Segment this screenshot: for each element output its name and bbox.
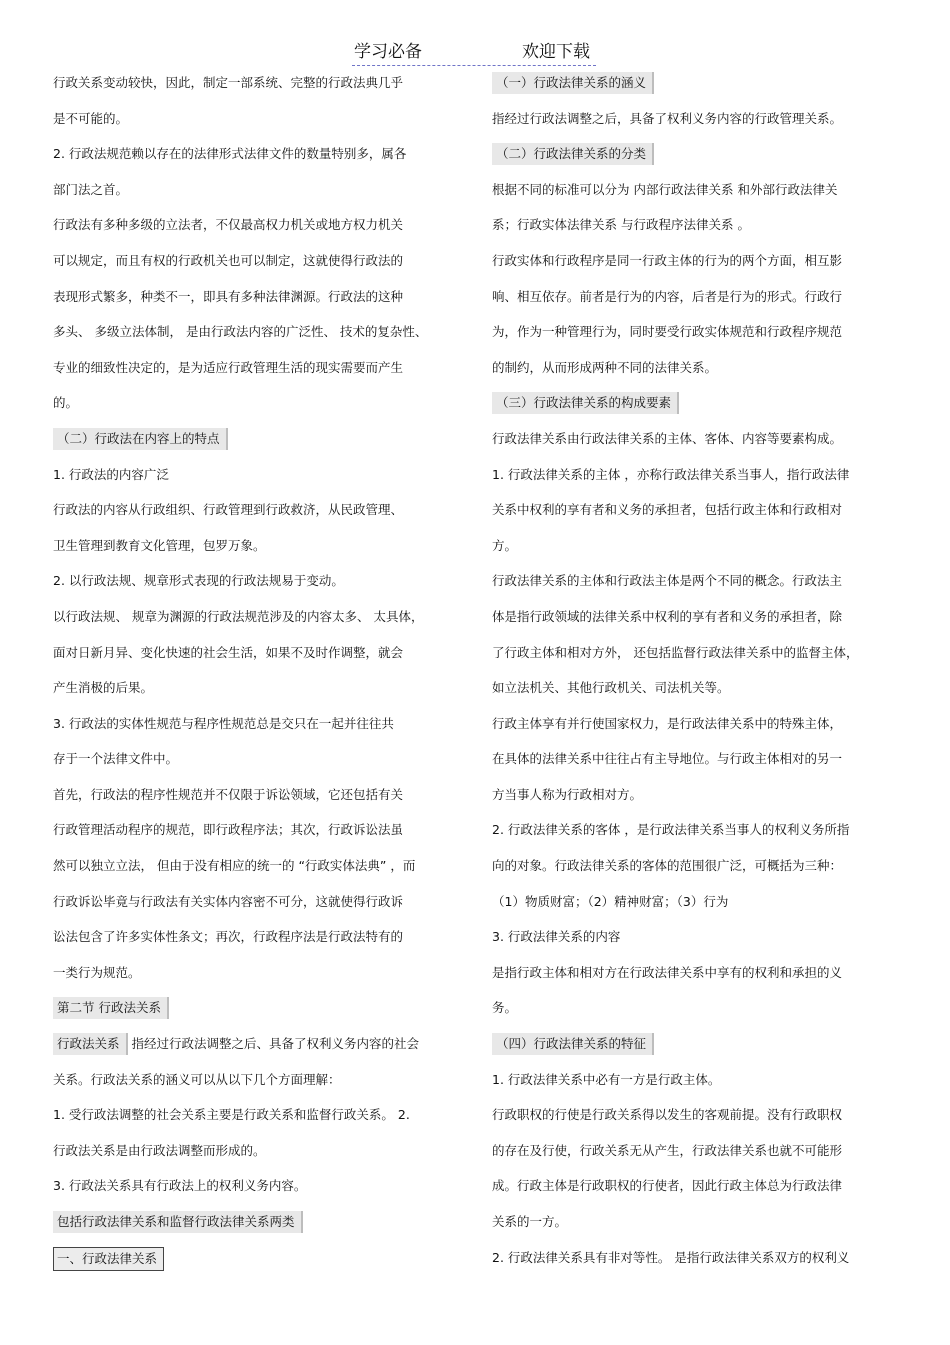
section-heading-label: 一、行政法律关系 bbox=[53, 1247, 164, 1271]
text-line: 方当事人称为行政相对方。 bbox=[492, 786, 643, 802]
section-heading bbox=[53, 428, 463, 464]
text-line: 根据不同的标准可以分为 内部行政法律关系 和外部行政法律关 bbox=[492, 181, 838, 197]
section-heading bbox=[492, 392, 882, 428]
text-line: 行政诉讼毕竟与行政法有关实体内容密不可分，这就使得行政诉 bbox=[53, 893, 404, 909]
text-line: 指经过行政法调整之后，具备了权利义务内容的行政管理关系。 bbox=[492, 110, 843, 126]
text-line: 体是指行政领域的法律关系中权利的享有者和义务的承担者，除 bbox=[492, 608, 843, 624]
text-line: 存于一个法律文件中。 bbox=[53, 751, 179, 767]
right-column bbox=[492, 72, 882, 1282]
text-line: 关系。行政法关系的涵义可以从以下几个方面理解： bbox=[53, 1071, 341, 1087]
text-line: （1）物质财富；（2）精神财富；（3）行为 bbox=[492, 893, 729, 909]
text-line: 多头、 多级立法体制， 是由行政法内容的广泛性、 技术的复杂性、 bbox=[53, 324, 428, 340]
text-line: 的。 bbox=[53, 395, 79, 411]
text-line: 是指行政主体和相对方在行政法律关系中享有的权利和承担的义 bbox=[492, 964, 843, 980]
text-line: 以行政法规、 规章为渊源的行政法规范涉及的内容太多、 太具体， bbox=[53, 608, 424, 624]
text-line: 了行政主体和相对方外， 还包括监督行政法律关系中的监督主体， bbox=[492, 644, 859, 660]
text-line: 表现形式繁多，种类不一，即具有多种法律渊源。行政法的这种 bbox=[53, 288, 404, 304]
text-line: 一类行为规范。 bbox=[53, 964, 141, 980]
text-line: 行政主体享有并行使国家权力，是行政法律关系中的特殊主体， bbox=[492, 715, 843, 731]
text-line: 可以规定，而且有权的行政机关也可以制定，这就使得行政法的 bbox=[53, 252, 404, 268]
text-line: 3. 行政法关系具有行政法上的权利义务内容。 bbox=[53, 1178, 307, 1194]
section-heading-label: 包括行政法律关系和监督行政法律关系两类 bbox=[53, 1211, 303, 1233]
text-line: 行政法有多种多级的立法者，不仅最高权力机关或地方权力机关 bbox=[53, 217, 404, 233]
text-line: 的制约，从而形成两种不同的法律关系。 bbox=[492, 359, 718, 375]
header-right-text: 欢迎下载 bbox=[522, 42, 590, 62]
section-heading bbox=[492, 143, 882, 179]
text-line: 系；行政实体法律关系 与行政程序法律关系 。 bbox=[492, 217, 750, 233]
header-dashed-underline bbox=[352, 65, 596, 66]
section-heading-label: （二）行政法在内容上的特点 bbox=[53, 428, 228, 450]
section-heading-label: （四）行政法律关系的特征 bbox=[492, 1033, 654, 1055]
text-line: 为，作为一种管理行为，同时要受行政实体规范和行政程序规范 bbox=[492, 324, 843, 340]
text-line-content: 指经过行政法调整之后、具备了权利义务内容的社会 bbox=[127, 1036, 419, 1052]
left-column bbox=[53, 72, 463, 1282]
text-line: 成。行政主体是行政职权的行使者，因此行政主体总为行政法律 bbox=[492, 1178, 843, 1194]
section-heading bbox=[492, 1033, 882, 1069]
text-line: 然可以独立立法， 但由于没有相应的统一的 “行政实体法典” ，而 bbox=[53, 858, 416, 874]
text-line: 1. 受行政法调整的社会关系主要是行政关系和监督行政关系。 2. bbox=[53, 1107, 410, 1123]
section-heading-label: （二）行政法律关系的分类 bbox=[492, 143, 654, 165]
section-heading bbox=[53, 1211, 463, 1247]
text-line: 如立法机关、其他行政机关、司法机关等。 bbox=[492, 680, 730, 696]
text-line: 的存在及行使，行政关系无从产生，行政法律关系也就不可能形 bbox=[492, 1142, 843, 1158]
text-line: 在具体的法律关系中往往占有主导地位。与行政主体相对的另一 bbox=[492, 751, 843, 767]
text-line: 1. 行政法的内容广泛 bbox=[53, 466, 169, 482]
text-line: 2. 以行政法规、规章形式表现的行政法规易于变动。 bbox=[53, 573, 344, 589]
section-heading-label: （三）行政法律关系的构成要素 bbox=[492, 392, 679, 414]
section-heading bbox=[53, 1247, 463, 1283]
section-heading-label: 第二节 行政法关系 bbox=[53, 997, 169, 1019]
text-line: 方。 bbox=[492, 537, 518, 553]
text-line: 1. 行政法律关系的主体 ，亦称行政法律关系当事人，指行政法律 bbox=[492, 466, 850, 482]
text-line: 面对日新月异、变化快速的社会生活，如果不及时作调整，就会 bbox=[53, 644, 404, 660]
text-line: 行政管理活动程序的规范，即行政程序法；其次，行政诉讼法虽 bbox=[53, 822, 404, 838]
text-line: 行政实体和行政程序是同一行政主体的行为的两个方面，相互影 bbox=[492, 252, 843, 268]
text-line: 响、相互依存。前者是行为的内容，后者是行为的形式。行政行 bbox=[492, 288, 843, 304]
text-line: 务。 bbox=[492, 1000, 518, 1016]
page-header bbox=[0, 40, 950, 70]
text-line: 2. 行政法规范赖以存在的法律形式法律文件的数量特别多，属各 bbox=[53, 146, 407, 162]
term-highlight: 行政法关系 bbox=[53, 1033, 128, 1055]
text-line: 2. 行政法律关系的客体 ，是行政法律关系当事人的权利义务所指 bbox=[492, 822, 850, 838]
section-heading-label: （一）行政法律关系的涵义 bbox=[492, 72, 654, 94]
text-line: 行政法关系是由行政法调整而形成的。 bbox=[53, 1142, 266, 1158]
section-heading bbox=[492, 72, 882, 108]
section-heading bbox=[53, 997, 463, 1033]
text-line: 是不可能的。 bbox=[53, 110, 129, 126]
text-line: 向的对象。行政法律关系的客体的范围很广泛，可概括为三种： bbox=[492, 858, 843, 874]
text-line: 部门法之首。 bbox=[53, 181, 129, 197]
text-line: 卫生管理到教育文化管理，包罗万象。 bbox=[53, 537, 266, 553]
text-line: 关系中权利的享有者和义务的承担者，包括行政主体和行政相对 bbox=[492, 502, 843, 518]
text-line: 关系的一方。 bbox=[492, 1214, 568, 1229]
text-line: 讼法包含了许多实体性条文；再次，行政程序法是行政法特有的 bbox=[53, 929, 404, 945]
text-line: 行政法的内容从行政组织、行政管理到行政救济，从民政管理、 bbox=[53, 502, 404, 518]
text-line: 行政法律关系的主体和行政法主体是两个不同的概念。行政法主 bbox=[492, 573, 843, 589]
text-line bbox=[53, 1033, 463, 1069]
text-line: 行政法律关系由行政法律关系的主体、客体、内容等要素构成。 bbox=[492, 430, 843, 446]
header-left-text: 学习必备 bbox=[354, 42, 422, 62]
text-line: 2. 行政法律关系具有非对等性。 是指行政法律关系双方的权利义 bbox=[492, 1249, 850, 1265]
text-line: 行政职权的行使是行政关系得以发生的客观前提。没有行政职权 bbox=[492, 1107, 843, 1123]
text-line: 3. 行政法律关系的内容 bbox=[492, 929, 621, 945]
text-line: 1. 行政法律关系中必有一方是行政主体。 bbox=[492, 1071, 721, 1087]
text-line: 产生消极的后果。 bbox=[53, 680, 154, 696]
text-line: 首先，行政法的程序性规范并不仅限于诉讼领域，它还包括有关 bbox=[53, 786, 404, 802]
text-line: 专业的细致性决定的，是为适应行政管理生活的现实需要而产生 bbox=[53, 359, 404, 375]
text-line: 行政关系变动较快，因此，制定一部系统、完整的行政法典几乎 bbox=[53, 75, 404, 90]
text-line: 3. 行政法的实体性规范与程序性规范总是交只在一起并往往共 bbox=[53, 715, 394, 731]
